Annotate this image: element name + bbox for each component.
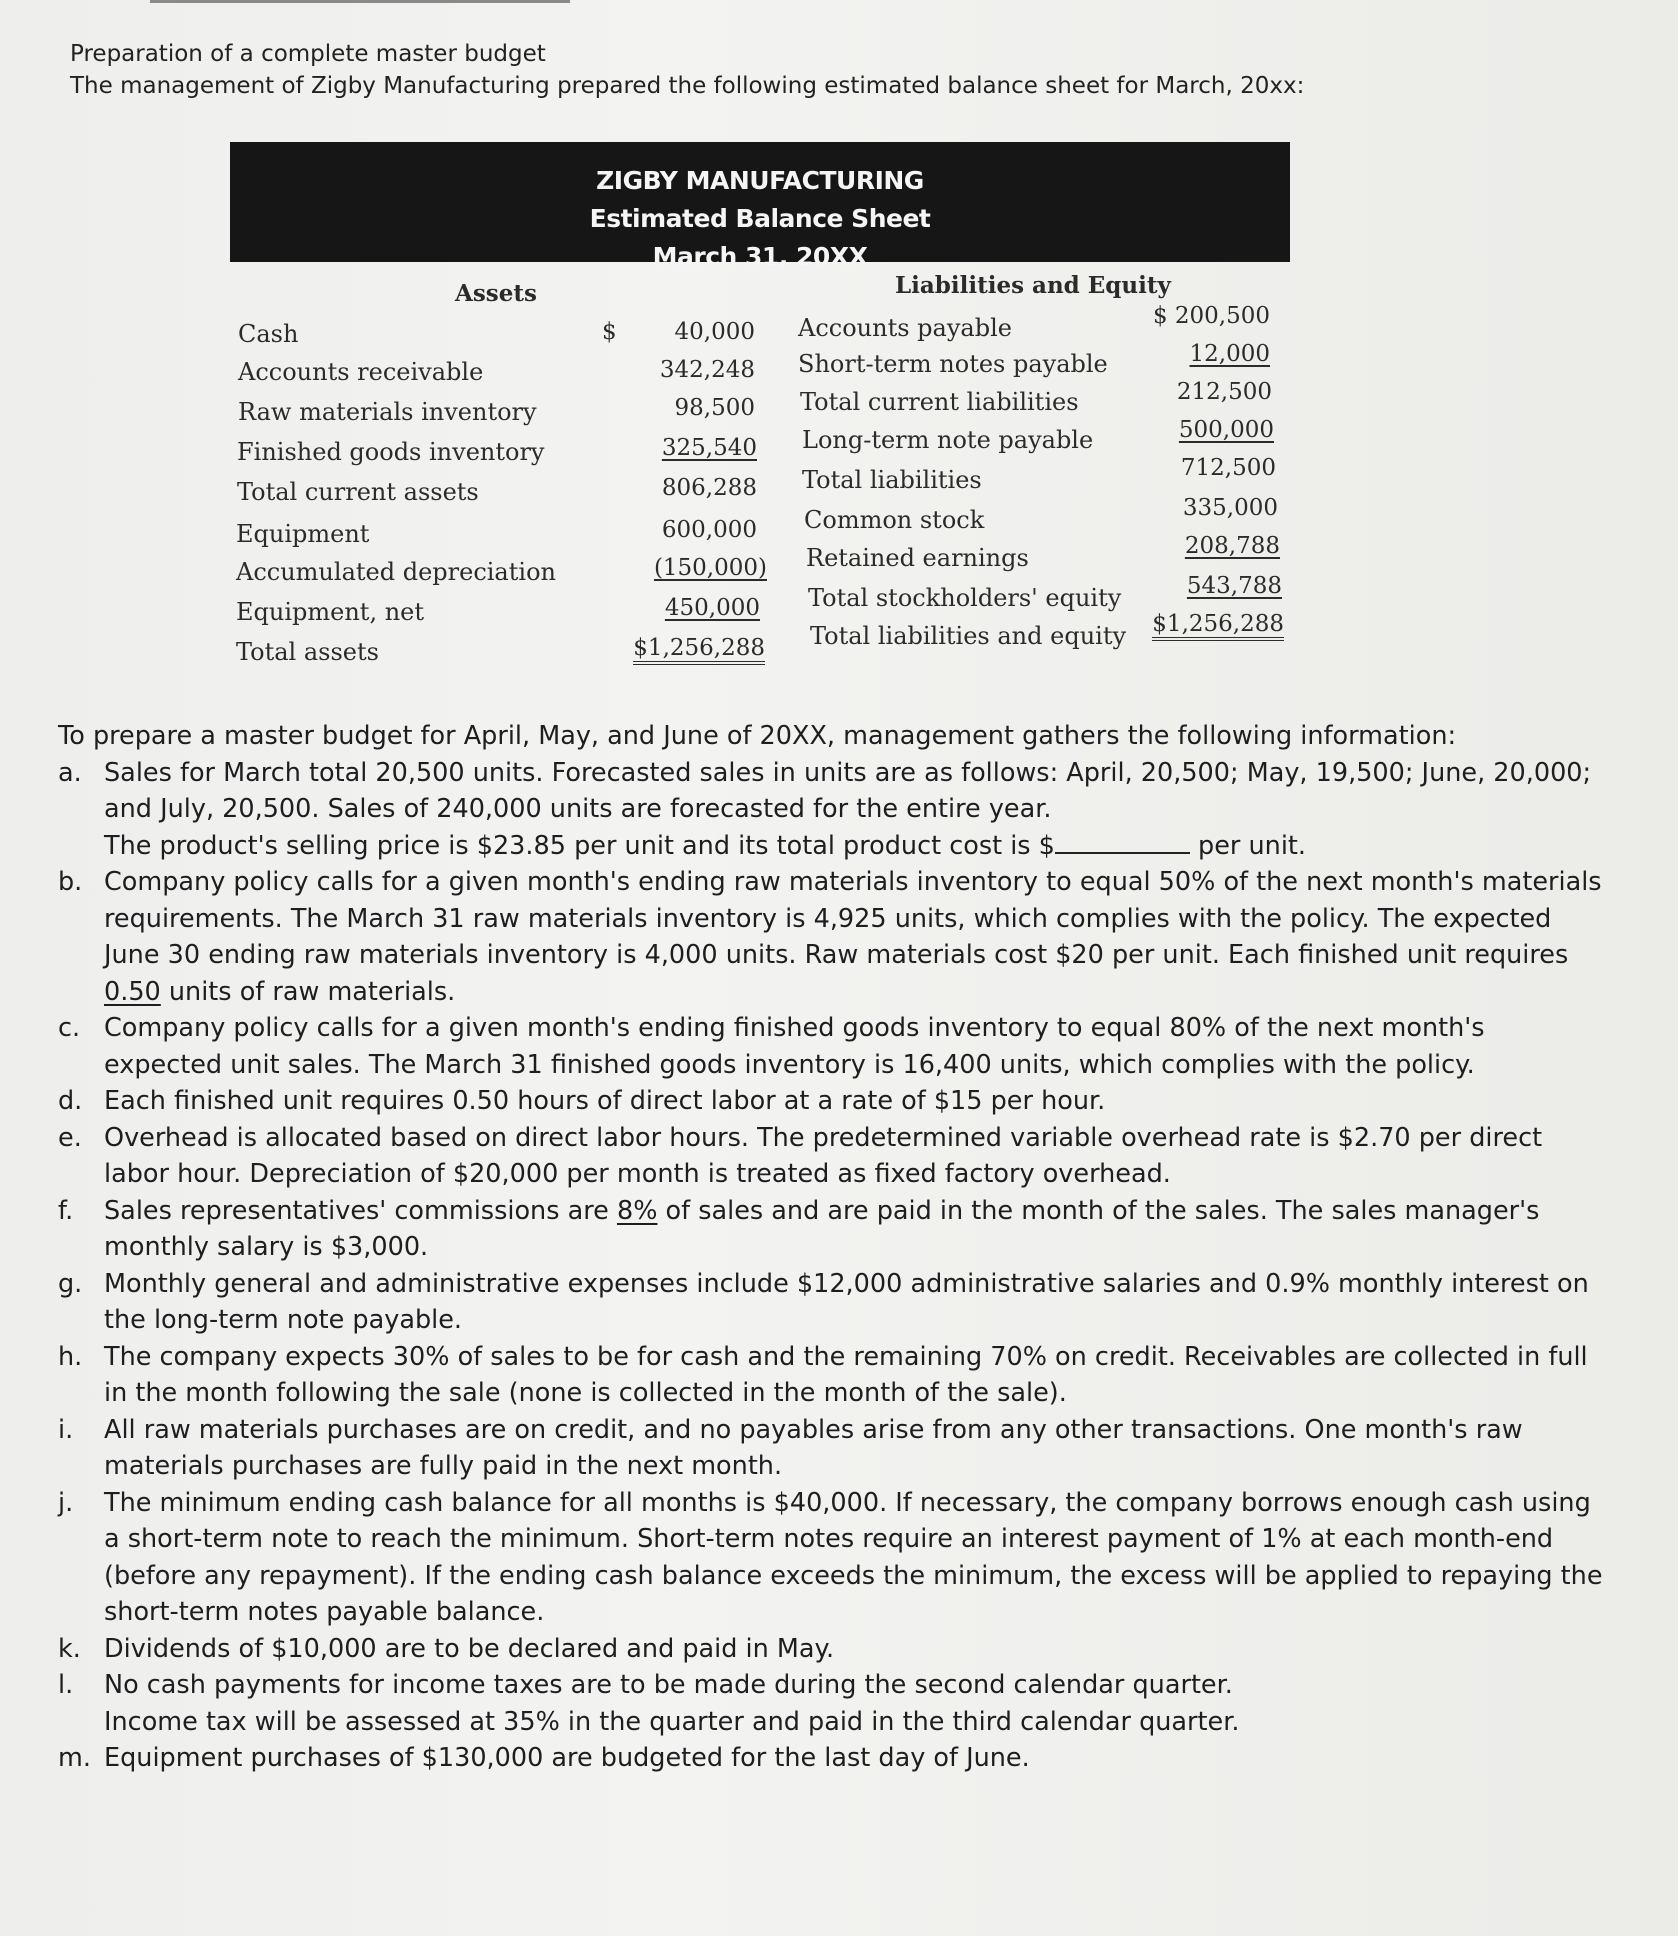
info-item-e [58, 1120, 1628, 1193]
asset-label: Accumulated depreciation [236, 558, 556, 586]
info-lead: To prepare a master budget for April, May, and June of 20XX, management gathers the following information: [58, 721, 1457, 751]
asset-amount: 98,500 [674, 395, 755, 421]
liability-amount [1110, 570, 1282, 602]
budget-information [58, 718, 1628, 1777]
item-line: June 30 ending raw materials inventory is 4,000 units. Raw materials cost $20 per unit. Each finished unit requires [104, 940, 1569, 970]
asset-amount-value: (150,000) [653, 555, 767, 581]
asset-amount: 600,000 [661, 517, 757, 543]
asset-amount [602, 432, 757, 464]
info-item-k [58, 1631, 1628, 1668]
liability-amount-value: 12,000 [1189, 341, 1270, 367]
item-line: Company policy calls for a given month's ending finished goods inventory to equal 80% of the next month's [104, 1013, 1485, 1043]
liability-amount-value: 543,788 [1186, 573, 1282, 599]
item-letter: j. [58, 1487, 74, 1518]
balance-sheet-header [230, 142, 1290, 271]
item-line: Monthly general and administrative expenses include $12,000 administrative salaries and 0.9% monthly interest on [104, 1268, 1589, 1299]
info-item-c [58, 1010, 1628, 1083]
item-letter: f. [58, 1195, 74, 1226]
item-line: (before any repayment). If the ending cash balance exceeds the minimum, the excess will be applied to repaying the [104, 1560, 1603, 1591]
item-line: short-term notes payable balance. [104, 1597, 545, 1627]
liability-amount [1110, 530, 1280, 562]
asset-label: Equipment, net [236, 598, 425, 626]
item-line-text: The product's selling price is $23.85 per unit and its total product cost is $ [104, 830, 1055, 861]
asset-amount: 40,000 [674, 319, 755, 345]
item-line: Equipment purchases of $130,000 are budgeted for the last day of June. [104, 1743, 1030, 1773]
item-line-text: Sales representatives' commissions are [104, 1195, 609, 1226]
info-item-h [58, 1339, 1628, 1412]
info-item-a [58, 755, 1628, 865]
asset-amount: 806,288 [661, 475, 757, 501]
item-letter: i. [58, 1414, 74, 1445]
liability-label: Accounts payable [798, 314, 1012, 342]
statement-date: March 31, 20XX [652, 242, 868, 271]
asset-amount [610, 552, 767, 584]
item-line: in the month following the sale (none is collected in the month of the sale). [104, 1378, 1067, 1408]
item-line-text: per unit. [1198, 830, 1307, 861]
item-line: and July, 20,500. Sales of 240,000 units are forecasted for the entire year. [104, 794, 1052, 824]
liability-amount: 335,000 [1182, 495, 1278, 521]
item-letter: e. [58, 1122, 82, 1153]
asset-amount [610, 632, 765, 664]
liability-amount-value: 208,788 [1184, 533, 1280, 559]
info-item-g [58, 1266, 1628, 1339]
filled-value: 8% [616, 1195, 658, 1226]
item-letter: h. [58, 1341, 83, 1372]
intro [70, 38, 1570, 102]
liability-amount [1110, 338, 1270, 370]
asset-amount: 342,248 [659, 357, 755, 383]
liability-amount: 712,500 [1180, 455, 1276, 481]
company-name: ZIGBY MANUFACTURING [596, 166, 924, 195]
asset-label: Raw materials inventory [238, 398, 537, 426]
liability-amount: $ 200,500 [1152, 303, 1270, 329]
item-line: No cash payments for income taxes are to be made during the second calendar quarter. [104, 1670, 1233, 1700]
item-line-text: of sales and are paid in the month of the sales. The sales manager's [665, 1195, 1540, 1226]
item-line: the long-term note payable. [104, 1305, 463, 1335]
item-letter: m. [58, 1743, 91, 1773]
item-line: Company policy calls for a given month's ending raw materials inventory to equal 50% of the next month's materials [104, 867, 1602, 897]
liability-label: Total liabilities [802, 466, 982, 494]
item-line-with-fill [104, 1193, 1628, 1230]
liability-label: Total stockholders' equity [808, 584, 1122, 612]
item-line: Sales for March total 20,500 units. Forecasted sales in units are as follows: April, 20,500; May, 19,500; June, 20,000; [104, 757, 1592, 788]
liability-amount [1110, 414, 1274, 446]
liability-amount: 212,500 [1176, 379, 1272, 405]
liability-label: Total current liabilities [800, 388, 1079, 416]
assets-title: Assets [455, 280, 537, 307]
asset-label: Equipment [236, 520, 370, 548]
item-line: All raw materials purchases are on credit, and no payables arise from any other transactions. One month's raw [104, 1414, 1523, 1445]
item-line-with-fill [104, 974, 1628, 1011]
item-letter: g. [58, 1268, 83, 1299]
item-line: Income tax will be assessed at 35% in the quarter and paid in the third calendar quarter. [104, 1706, 1240, 1737]
item-line: expected unit sales. The March 31 finished goods inventory is 16,400 units, which complies with the policy. [104, 1049, 1475, 1080]
statement-name: Estimated Balance Sheet [589, 204, 931, 233]
item-line-text: units of raw materials. [168, 976, 456, 1007]
item-line: Each finished unit requires 0.50 hours of direct labor at a rate of $15 per hour. [104, 1086, 1106, 1116]
item-line: a short-term note to reach the minimum. Short-term notes require an interest payment of 1% at each month-end [104, 1524, 1554, 1554]
asset-label: Finished goods inventory [237, 438, 545, 466]
liability-label: Retained earnings [806, 544, 1029, 572]
item-letter: k. [58, 1633, 81, 1664]
item-line: Dividends of $10,000 are to be declared and paid in May. [104, 1633, 835, 1664]
currency-sign: $ [602, 319, 617, 345]
item-line: materials purchases are fully paid in the next month. [104, 1451, 783, 1481]
liability-amount [1110, 608, 1284, 640]
item-letter: l. [58, 1670, 74, 1700]
liabilities-title: Liabilities and Equity [895, 272, 1171, 299]
item-letter: a. [58, 757, 82, 788]
item-line: The company expects 30% of sales to be for cash and the remaining 70% on credit. Receivables are collected in full [104, 1341, 1588, 1372]
info-item-m [58, 1740, 1628, 1777]
item-letter: b. [58, 867, 83, 897]
asset-amount-value: $1,256,288 [633, 635, 765, 665]
item-letter: d. [58, 1086, 83, 1116]
product-cost-blank[interactable] [1055, 830, 1190, 854]
asset-label: Cash [238, 320, 299, 348]
liability-label: Short-term notes payable [798, 350, 1108, 378]
item-line: monthly salary is $3,000. [104, 1232, 429, 1262]
item-letter: c. [58, 1013, 81, 1043]
filled-value: 0.50 [104, 976, 161, 1007]
asset-label: Total assets [236, 638, 379, 666]
item-line: Overhead is allocated based on direct labor hours. The predetermined variable overhead rate is $2.70 per direct [104, 1122, 1543, 1153]
liability-label: Common stock [804, 506, 985, 534]
asset-amount [610, 592, 760, 624]
problem-title: Preparation of a complete master budget [70, 41, 546, 67]
item-line: The minimum ending cash balance for all months is $40,000. If necessary, the company borrows enough cash using [104, 1487, 1591, 1518]
info-item-d [58, 1083, 1628, 1120]
asset-amount-value: 450,000 [664, 595, 760, 621]
info-item-l [58, 1667, 1628, 1740]
item-line-with-blank [104, 828, 1628, 865]
info-item-b [58, 864, 1628, 1010]
asset-amount-value: 325,540 [661, 435, 757, 461]
top-rule [150, 0, 570, 3]
asset-label: Accounts receivable [238, 358, 484, 386]
asset-label: Total current assets [237, 478, 479, 506]
liability-label: Total liabilities and equity [810, 622, 1127, 650]
liability-label: Long-term note payable [802, 426, 1094, 454]
liability-amount-value: $1,256,288 [1152, 611, 1284, 641]
info-item-f [58, 1193, 1628, 1266]
info-item-j [58, 1485, 1628, 1631]
item-line: labor hour. Depreciation of $20,000 per month is treated as fixed factory overhead. [104, 1159, 1171, 1189]
info-item-i [58, 1412, 1628, 1485]
problem-subtitle: The management of Zigby Manufacturing prepared the following estimated balance sheet for March, 20xx: [70, 73, 1305, 99]
liability-amount-value: 500,000 [1178, 417, 1274, 443]
balance-sheet [230, 142, 1290, 672]
item-line: requirements. The March 31 raw materials inventory is 4,925 units, which complies with the policy. The expected [104, 903, 1552, 934]
